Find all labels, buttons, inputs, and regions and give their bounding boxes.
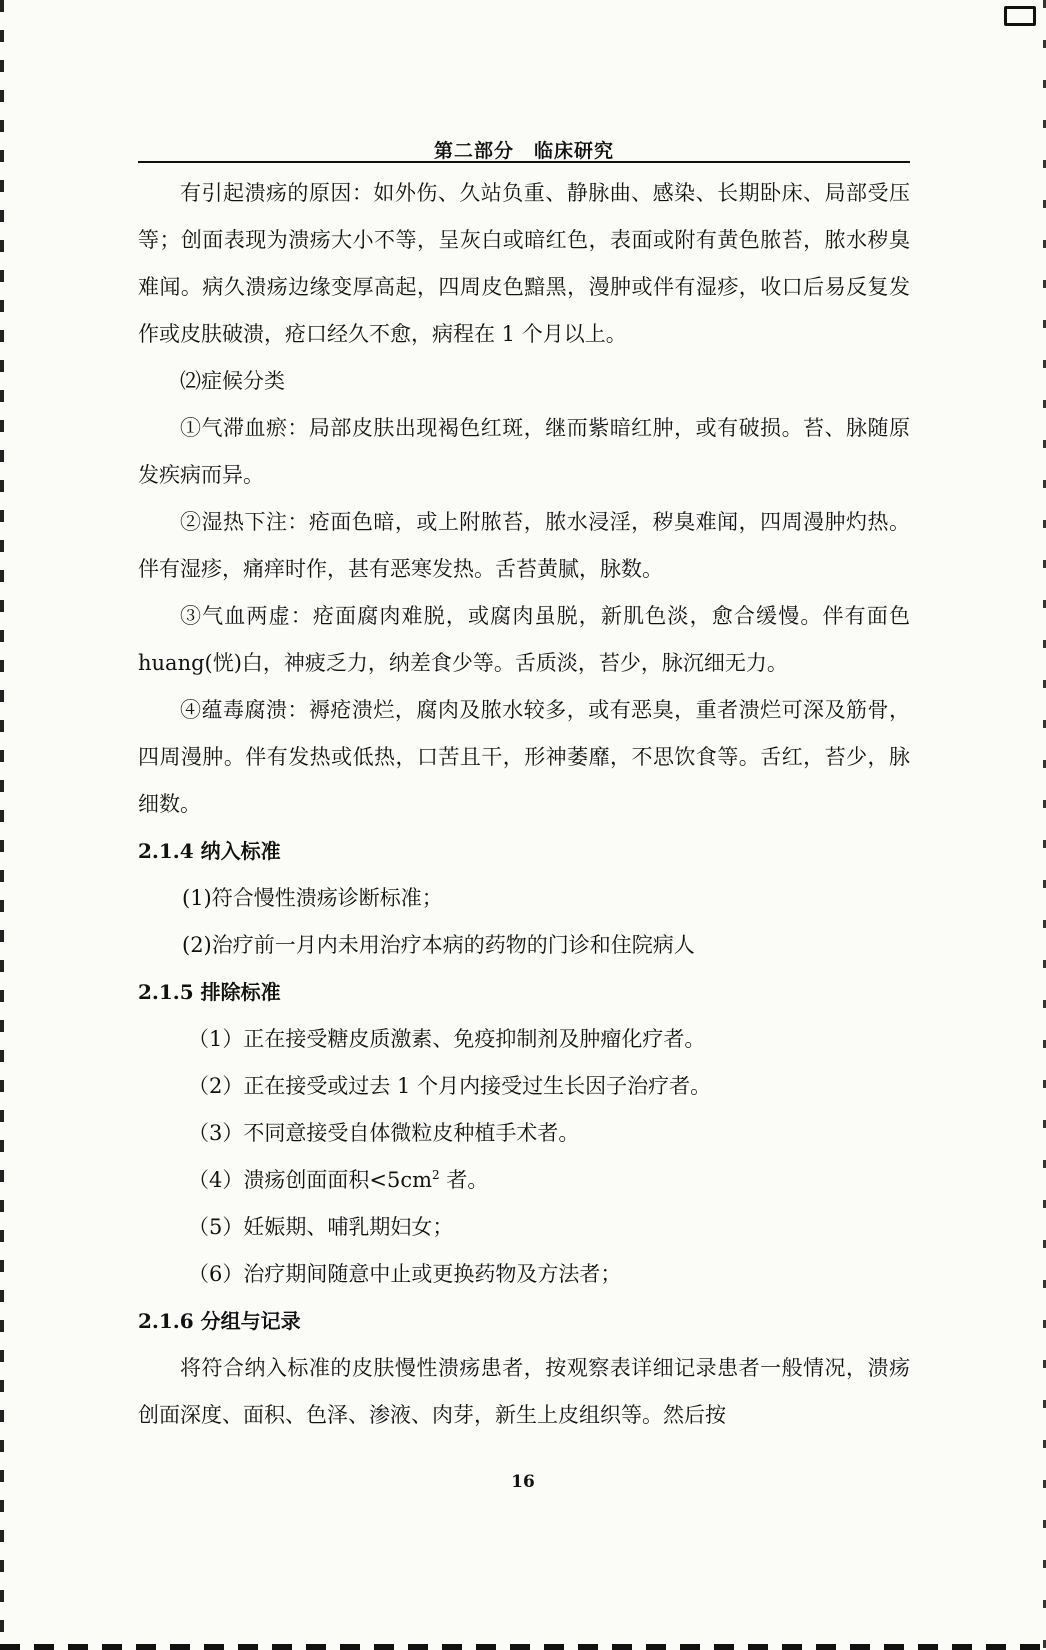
scan-bottom-strip (0, 1644, 1046, 1650)
exclusion-item: （5）妊娠期、哺乳期妇女； (188, 1215, 454, 1239)
paragraph-qi-stagnation: ①气滞血瘀：局部皮肤出现褐色红斑，继而紫暗红肿，或有破损。苔、脉随原发疾病而异。 (138, 416, 910, 487)
exclusion-item: （6）治疗期间随意中止或更换药物及方法者； (188, 1262, 622, 1286)
paragraph-syndrome-heading: ⑵症候分类 (180, 369, 285, 393)
superscript-2: 2 (432, 1168, 440, 1182)
page-number: 16 (511, 1472, 535, 1492)
exclusion-item: （2）正在接受或过去 1 个月内接受过生长因子治疗者。 (188, 1074, 712, 1098)
paragraph-qi-blood-deficiency: ③气血两虚：疮面腐肉难脱，或腐肉虽脱，新肌色淡，愈合缓慢。伴有面色 huang(恍)白，神疲乏力，纳差食少等。舌质淡，苔少，脉沉细无力。 (138, 604, 910, 675)
paragraph-damp-heat: ②湿热下注：疮面色暗，或上附脓苔，脓水浸淫，秽臭难闻，四周漫肿灼热。伴有湿疹，痛痒时作，甚有恶寒发热。舌苔黄腻，脉数。 (138, 510, 910, 581)
scan-edge-left (0, 0, 4, 1650)
exclusion-item-area-text: （4）溃疡创面面积<5cm (188, 1168, 432, 1192)
section-heading-grouping: 2.1.6 分组与记录 (138, 1309, 301, 1333)
running-header: 第二部分 临床研究 (433, 140, 614, 162)
scan-corner-mark (1004, 6, 1036, 26)
exclusion-item: （1）正在接受糖皮质激素、免疫抑制剂及肿瘤化疗者。 (188, 1027, 706, 1051)
inclusion-item: (1)符合慢性溃疡诊断标准； (182, 886, 443, 910)
body-text (138, 170, 910, 1439)
exclusion-item: （3）不同意接受自体微粒皮种植手术者。 (188, 1121, 580, 1145)
inclusion-item: (2)治疗前一月内未用治疗本病的药物的门诊和住院病人 (182, 933, 695, 957)
header-rule (138, 161, 910, 163)
paragraph-causes: 有引起溃疡的原因：如外伤、久站负重、静脉曲、感染、长期卧床、局部受压等；创面表现为溃疡大小不等，呈灰白或暗红色，表面或附有黄色脓苔，脓水秽臭难闻。病久溃疡边缘变厚高起，四周皮色黯黑，漫肿或伴有湿疹，收口后易反复发作或皮肤破溃，疮口经久不愈，病程在 1 个月以上。 (138, 181, 910, 346)
exclusion-item-area-suffix: 者。 (439, 1168, 489, 1192)
section-heading-inclusion: 2.1.4 纳入标准 (138, 839, 281, 863)
paragraph-grouping: 将符合纳入标准的皮肤慢性溃疡患者，按观察表详细记录患者一般情况，溃疡创面深度、面积、色泽、渗液、肉芽，新生上皮组织等。然后按 (138, 1356, 910, 1427)
paragraph-toxin-ulceration: ④蕴毒腐溃：褥疮溃烂，腐肉及脓水较多，或有恶臭，重者溃烂可深及筋骨，四周漫肿。伴有发热或低热，口苦且干，形神萎靡，不思饮食等。舌红，苔少，脉细数。 (138, 698, 910, 816)
section-heading-exclusion: 2.1.5 排除标准 (138, 980, 281, 1004)
exclusion-item-area (138, 1157, 910, 1204)
